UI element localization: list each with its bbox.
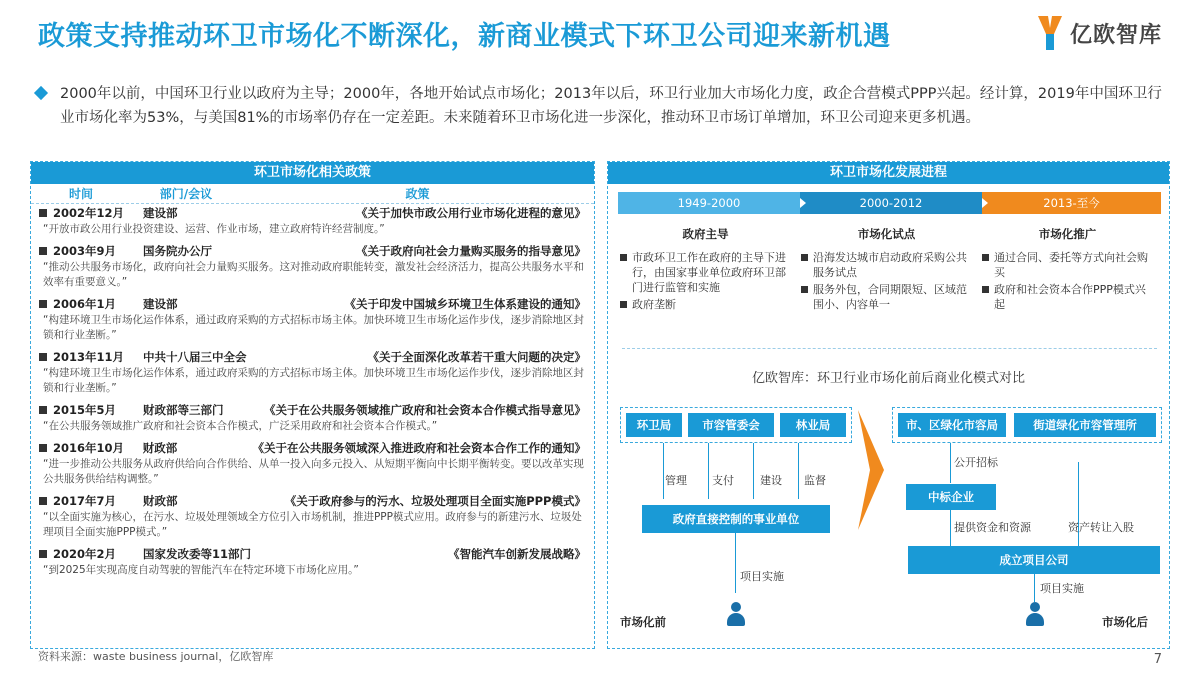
policy-row bbox=[39, 204, 586, 222]
worker-icon bbox=[1024, 602, 1046, 626]
policy-date: 2003年9月 bbox=[53, 244, 117, 258]
policy-dept: 建设部 bbox=[143, 206, 178, 220]
stage-title: 市场化试点 bbox=[857, 227, 916, 241]
winner-box: 中标企业 bbox=[906, 484, 996, 510]
implement-label: 项目实施 bbox=[1040, 582, 1084, 595]
policy-panel bbox=[30, 161, 595, 649]
policy-panel-heading: 环卫市场化相关政策 bbox=[31, 162, 594, 184]
brand-logo bbox=[1036, 14, 1162, 52]
connector-line bbox=[950, 443, 951, 483]
logo-icon bbox=[1036, 14, 1064, 52]
gov-unit-box: 政府直接控制的事业单位 bbox=[642, 505, 830, 533]
stage-item: 服务外包，合同期限短、区域范围小、内容单一 bbox=[799, 282, 974, 312]
action-label: 管理 bbox=[665, 474, 687, 487]
column-policy: 政策 bbox=[405, 187, 430, 201]
policy-dept: 中共十八届三中全会 bbox=[143, 350, 247, 364]
worker-icon bbox=[725, 602, 747, 626]
column-time: 时间 bbox=[68, 187, 93, 201]
section-divider bbox=[622, 348, 1157, 349]
chevron-right-icon bbox=[800, 198, 806, 208]
square-bullet-icon bbox=[39, 550, 47, 558]
policy-doc: 《关于在公共服务领域推广政府和社会资本合作模式指导意见》 bbox=[264, 403, 586, 417]
agency-box: 市、区绿化市容局 bbox=[898, 413, 1006, 437]
logo-text: 亿欧智库 bbox=[1069, 22, 1162, 48]
progress-panel bbox=[607, 161, 1170, 649]
square-bullet-icon bbox=[39, 247, 47, 255]
policy-date: 2020年2月 bbox=[53, 547, 117, 561]
policy-dept: 国家发改委等11部门 bbox=[143, 547, 252, 561]
policy-row bbox=[39, 348, 586, 366]
square-bullet-icon bbox=[39, 444, 47, 452]
compare-title: 亿欧智库：环卫行业市场化前后商业化模式对比 bbox=[751, 371, 1025, 386]
policy-row bbox=[39, 439, 586, 457]
policy-quote: “开放市政公用行业投资建设、运营、作业市场，建立政府特许经营制度。” bbox=[43, 223, 385, 235]
policy-doc: 《关于全面深化改革若干重大问题的决定》 bbox=[367, 350, 586, 364]
policy-row bbox=[39, 401, 586, 419]
bid-label: 公开招标 bbox=[954, 456, 998, 469]
connector-line bbox=[663, 443, 664, 499]
square-bullet-icon bbox=[39, 209, 47, 217]
policy-row bbox=[39, 242, 586, 260]
fund-label: 提供资金和资源 bbox=[954, 521, 1031, 534]
policy-doc: 《智能汽车创新发展战略》 bbox=[448, 547, 586, 561]
progress-panel-heading: 环卫市场化发展进程 bbox=[608, 162, 1169, 184]
policy-dept: 建设部 bbox=[143, 297, 178, 311]
policy-date: 2015年5月 bbox=[53, 403, 117, 417]
connector-line bbox=[753, 443, 754, 499]
stage-item: 政府垄断 bbox=[618, 297, 793, 312]
stage-columns bbox=[618, 226, 1161, 314]
action-label: 建设 bbox=[760, 474, 782, 487]
stage-column bbox=[799, 226, 980, 314]
policy-quote: “构建环境卫生市场化运作体系，通过政府采购的方式招标市场主体。加快环境卫生市场化运作步伐，逐步消除地区封锁和行业垄断。” bbox=[43, 314, 584, 341]
policy-row bbox=[39, 545, 586, 563]
timeline-segment bbox=[982, 192, 1161, 214]
policy-date: 2017年7月 bbox=[53, 494, 117, 508]
policy-doc: 《关于加快市政公用行业市场化进程的意见》 bbox=[356, 206, 586, 220]
stage-item: 政府和社会资本合作PPP模式兴起 bbox=[980, 282, 1155, 312]
transfer-label: 资产转让入股 bbox=[1068, 521, 1134, 534]
policy-row bbox=[39, 492, 586, 510]
stage-item: 沿海发达城市启动政府采购公共服务试点 bbox=[799, 250, 974, 280]
square-bullet-icon bbox=[39, 300, 47, 308]
connector-line bbox=[1034, 574, 1035, 602]
stage-column bbox=[618, 226, 799, 314]
connector-line bbox=[798, 443, 799, 499]
policy-date: 2002年12月 bbox=[53, 206, 125, 220]
connector-line bbox=[950, 510, 951, 546]
stage-column bbox=[980, 226, 1161, 314]
agency-box: 市容管委会 bbox=[688, 413, 774, 437]
chevron-right-icon bbox=[856, 410, 886, 530]
policy-doc: 《关于印发中国城乡环境卫生体系建设的通知》 bbox=[344, 297, 586, 311]
agency-box: 林业局 bbox=[780, 413, 846, 437]
policy-doc: 《关于政府向社会力量购买服务的指导意见》 bbox=[356, 244, 586, 258]
chevron-right-icon bbox=[982, 198, 988, 208]
column-dept: 部门/会议 bbox=[159, 187, 213, 201]
action-label: 支付 bbox=[712, 474, 734, 487]
policy-dept: 财政部 bbox=[143, 494, 178, 508]
stage-title: 政府主导 bbox=[682, 227, 729, 241]
timeline-bar bbox=[618, 192, 1161, 214]
intro-text: 2000年以前，中国环卫行业以政府为主导；2000年，各地开始试点市场化；2013年以后，环卫行业加大市场化力度，政企合营模式PPP兴起。经计算，2019年中国环卫行业市场化率为53%，与美国81%的市场率仍存在一定差距。未来随着环卫市场化进一步深化，推动环卫市场订单增加，环卫公司迎来更多机遇。 bbox=[60, 86, 1162, 126]
stage-title: 市场化推广 bbox=[1038, 227, 1097, 241]
policy-doc: 《关于政府参与的污水、垃圾处理项目全面实施PPP模式》 bbox=[284, 494, 586, 508]
timeline-segment bbox=[800, 192, 982, 214]
agency-box: 环卫局 bbox=[626, 413, 682, 437]
policy-list bbox=[31, 204, 594, 583]
implement-label: 项目实施 bbox=[740, 570, 784, 583]
policy-date: 2016年10月 bbox=[52, 441, 124, 455]
policy-column-headers bbox=[31, 184, 594, 204]
policy-dept: 财政部等三部门 bbox=[143, 403, 224, 417]
page-number: 7 bbox=[1153, 652, 1162, 667]
after-label: 市场化后 bbox=[1102, 615, 1148, 629]
policy-quote: “推动公共服务市场化，政府向社会力量购买服务。这对推动政府职能转变，激发社会经济活力，提高公共服务水平和效率有重要意义。” bbox=[43, 261, 584, 288]
agency-box: 街道绿化市容管理所 bbox=[1014, 413, 1156, 437]
connector-line bbox=[735, 533, 736, 593]
policy-dept: 财政部 bbox=[142, 441, 178, 455]
policy-quote: “构建环境卫生市场化运作体系，通过政府采购的方式招标市场主体。加快环境卫生市场化运作步伐，逐步消除地区封锁和行业垄断。” bbox=[43, 367, 584, 394]
stage-item: 通过合同、委托等方式向社会购买 bbox=[980, 250, 1155, 280]
source-note: 资料来源：waste business journal，亿欧智库 bbox=[38, 650, 274, 663]
connector-line bbox=[708, 443, 709, 499]
timeline-label: 2013-至今 bbox=[1043, 196, 1100, 210]
policy-quote: “到2025年实现高度自动驾驶的智能汽车在特定环境下市场化应用。” bbox=[43, 564, 359, 576]
policy-quote: “以全面实施为核心，在污水、垃圾处理领域全方位引入市场机制，推进PPP模式应用。政府参与的新建污水、垃圾处理项目全面实施PPP模式。” bbox=[43, 511, 582, 538]
timeline-segment bbox=[618, 192, 800, 214]
stage-item: 市政环卫工作在政府的主导下进行，由国家事业单位政府环卫部门进行监管和实施 bbox=[618, 250, 793, 295]
policy-quote: “在公共服务领域推广政府和社会资本合作模式，广泛采用政府和社会资本合作模式。” bbox=[43, 420, 438, 432]
square-bullet-icon bbox=[39, 406, 47, 414]
timeline-label: 1949-2000 bbox=[677, 196, 741, 210]
policy-quote: “进一步推动公共服务从政府供给向合作供给、从单一投入向多元投入、从短期平衡向中长期平衡转变。要以改革实现公共服务供给结构调整。” bbox=[43, 458, 584, 485]
square-bullet-icon bbox=[39, 353, 47, 361]
timeline-label: 2000-2012 bbox=[859, 196, 923, 210]
square-bullet-icon bbox=[39, 497, 47, 505]
page-title: 政策支持推动环卫市场化不断深化，新商业模式下环卫公司迎来新机遇 bbox=[38, 21, 891, 52]
project-company-box: 成立项目公司 bbox=[908, 546, 1160, 574]
before-label: 市场化前 bbox=[620, 615, 666, 629]
policy-dept: 国务院办公厅 bbox=[143, 244, 212, 258]
policy-date: 2006年1月 bbox=[53, 297, 117, 311]
action-label: 监督 bbox=[804, 474, 826, 487]
policy-date: 2013年11月 bbox=[53, 350, 125, 364]
intro-block bbox=[36, 82, 1166, 130]
policy-doc: 《关于在公共服务领域深入推进政府和社会资本合作工作的通知》 bbox=[252, 441, 586, 455]
policy-row bbox=[39, 295, 586, 313]
